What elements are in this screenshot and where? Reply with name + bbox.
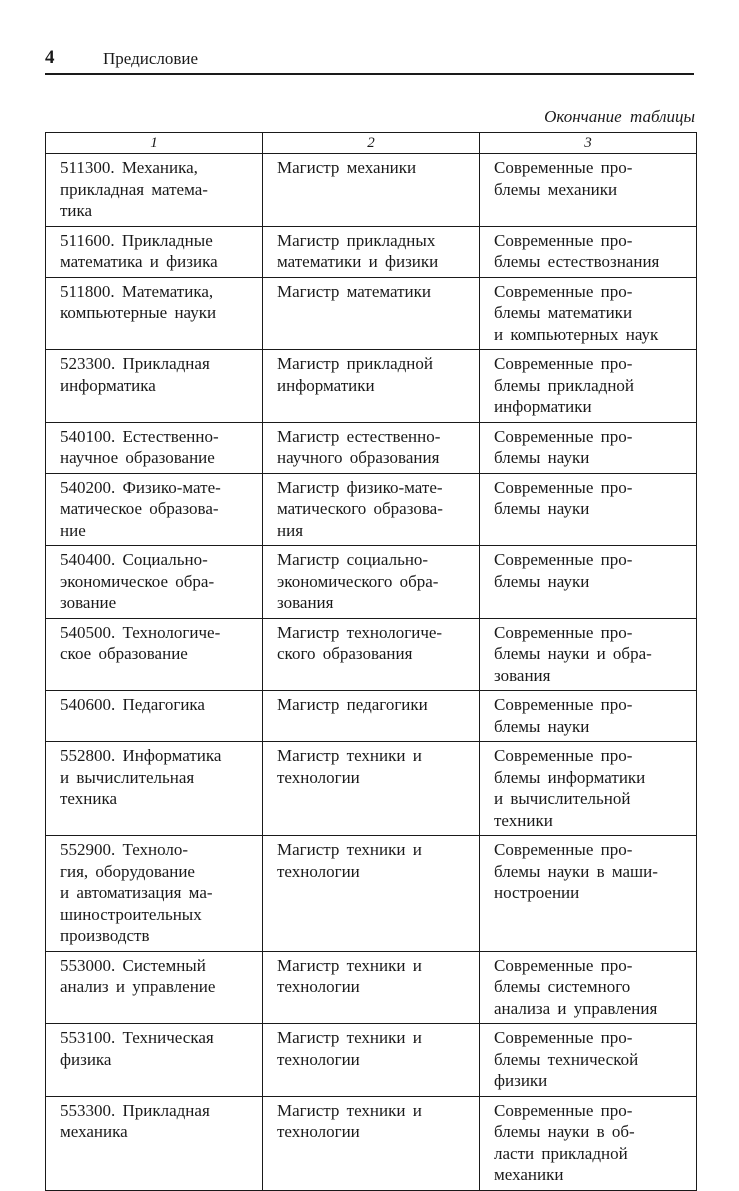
specialty-cell: 511300. Механика, прикладная матема- тика	[46, 154, 263, 227]
discipline-cell: Современные про- блемы механики	[480, 154, 697, 227]
discipline-cell: Современные про- блемы системного анализа и управления	[480, 951, 697, 1024]
specialty-cell: 540100. Естественно- научное образование	[46, 422, 263, 473]
specialty-cell: 552900. Техноло- гия, оборудование и автоматизация ма- шиностроительных производств	[46, 836, 263, 952]
discipline-cell: Современные про- блемы прикладной информатики	[480, 350, 697, 423]
discipline-cell: Современные про- блемы науки в маши- ностроении	[480, 836, 697, 952]
discipline-cell: Современные про- блемы науки в об- ласти прикладной механики	[480, 1096, 697, 1190]
degree-cell: Магистр математики	[263, 277, 480, 350]
page-header	[45, 45, 694, 75]
degree-cell: Магистр физико-мате- матического образова- ния	[263, 473, 480, 546]
table-row	[46, 473, 697, 546]
column-header: 2	[263, 133, 480, 154]
specialty-cell: 552800. Информатика и вычислительная техника	[46, 742, 263, 836]
table-row	[46, 546, 697, 619]
discipline-cell: Современные про- блемы технической физики	[480, 1024, 697, 1097]
degree-cell: Магистр механики	[263, 154, 480, 227]
table-row	[46, 951, 697, 1024]
specialties-table	[45, 132, 697, 1191]
table-row	[46, 742, 697, 836]
table-body	[46, 154, 697, 1191]
degree-cell: Магистр прикладных математики и физики	[263, 226, 480, 277]
table-row	[46, 422, 697, 473]
table-row	[46, 350, 697, 423]
table-row	[46, 691, 697, 742]
specialty-cell: 523300. Прикладная информатика	[46, 350, 263, 423]
discipline-cell: Современные про- блемы науки	[480, 422, 697, 473]
table-row	[46, 1024, 697, 1097]
table-row	[46, 836, 697, 952]
column-header: 1	[46, 133, 263, 154]
degree-cell: Магистр естественно- научного образования	[263, 422, 480, 473]
degree-cell: Магистр техники и технологии	[263, 742, 480, 836]
degree-cell: Магистр техники и технологии	[263, 1096, 480, 1190]
specialty-cell: 540400. Социально- экономическое обра- зование	[46, 546, 263, 619]
discipline-cell: Современные про- блемы науки	[480, 691, 697, 742]
discipline-cell: Современные про- блемы науки и обра- зования	[480, 618, 697, 691]
specialty-cell: 540600. Педагогика	[46, 691, 263, 742]
specialty-cell: 553100. Техническая физика	[46, 1024, 263, 1097]
specialty-cell: 553000. Системный анализ и управление	[46, 951, 263, 1024]
running-title: Предисловие	[103, 49, 199, 68]
degree-cell: Магистр технологиче- ского образования	[263, 618, 480, 691]
discipline-cell: Современные про- блемы естествознания	[480, 226, 697, 277]
degree-cell: Магистр прикладной информатики	[263, 350, 480, 423]
degree-cell: Магистр техники и технологии	[263, 836, 480, 952]
specialty-cell: 540200. Физико-мате- матическое образова- ние	[46, 473, 263, 546]
column-header: 3	[480, 133, 697, 154]
table-row	[46, 1096, 697, 1190]
discipline-cell: Современные про- блемы науки	[480, 546, 697, 619]
table-row	[46, 154, 697, 227]
table-row	[46, 277, 697, 350]
specialty-cell: 511600. Прикладные математика и физика	[46, 226, 263, 277]
specialty-cell: 553300. Прикладная механика	[46, 1096, 263, 1190]
degree-cell: Магистр социально- экономического обра- зования	[263, 546, 480, 619]
discipline-cell: Современные про- блемы науки	[480, 473, 697, 546]
page-number: 4	[45, 47, 55, 68]
table-row	[46, 618, 697, 691]
degree-cell: Магистр техники и технологии	[263, 1024, 480, 1097]
degree-cell: Магистр педагогики	[263, 691, 480, 742]
specialty-cell: 511800. Математика, компьютерные науки	[46, 277, 263, 350]
column-number-row	[46, 133, 697, 154]
table-header	[46, 133, 697, 154]
specialty-cell: 540500. Технологиче- ское образование	[46, 618, 263, 691]
table-row	[46, 226, 697, 277]
discipline-cell: Современные про- блемы математики и компьютерных наук	[480, 277, 697, 350]
table-caption: Окончание таблицы	[544, 107, 695, 126]
discipline-cell: Современные про- блемы информатики и вычислительной техники	[480, 742, 697, 836]
degree-cell: Магистр техники и технологии	[263, 951, 480, 1024]
